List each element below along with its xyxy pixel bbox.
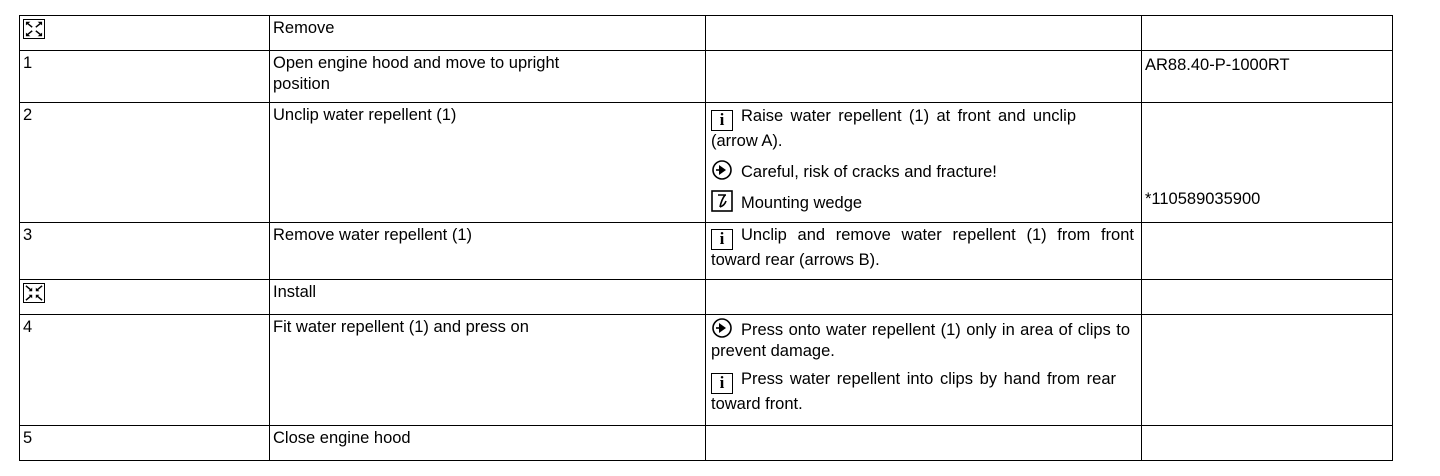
step-number-cell (20, 103, 270, 223)
step-action-cell (270, 223, 706, 280)
note-text: Raise water repellent (1) at front and unclip (arrow A). (711, 107, 1076, 150)
step-action-cell (270, 426, 706, 461)
notes-cell (706, 16, 1142, 51)
info-icon: i (711, 110, 733, 131)
table-row-install (20, 280, 1393, 315)
install-arrows-icon (23, 283, 45, 303)
table-row-step-4 (20, 315, 1393, 426)
notes-cell (706, 51, 1142, 103)
caution-icon (711, 159, 733, 181)
reference-cell (1142, 280, 1393, 315)
reference-cell (1142, 51, 1393, 103)
step-action: Fit water repellent (1) and press on (273, 318, 529, 336)
step-action: Open engine hood and move to upright position (273, 54, 560, 93)
table-row-step-1 (20, 51, 1393, 103)
note-info (711, 106, 1076, 152)
notes-cell (706, 223, 1142, 280)
note-info (711, 369, 1116, 415)
note-text: Press water repellent into clips by hand from rear toward front. (711, 370, 1116, 413)
note-text: Unclip and remove water repellent (1) from front toward rear (arrows B). (711, 226, 1134, 269)
notes-cell (706, 315, 1142, 426)
reference-cell (1142, 315, 1393, 426)
caution-icon (711, 317, 733, 339)
category-label-cell (270, 16, 706, 51)
tool-icon (711, 190, 733, 212)
step-action-cell (270, 103, 706, 223)
step-action: Close engine hood (273, 429, 411, 447)
category-label: Install (273, 283, 317, 301)
tool-number[interactable]: *110589035900 (1145, 190, 1261, 208)
table-row-step-3 (20, 223, 1393, 280)
step-number-cell (20, 315, 270, 426)
table-row-remove (20, 16, 1393, 51)
note-text: Press onto water repellent (1) only in area of clips to prevent damage. (711, 321, 1130, 360)
step-number-cell (20, 223, 270, 280)
step-action-cell (270, 315, 706, 426)
info-icon: i (711, 373, 733, 394)
note-caution (711, 159, 1130, 183)
reference-cell (1142, 223, 1393, 280)
step-number: 1 (23, 54, 33, 72)
note-text: Careful, risk of cracks and fracture! (741, 163, 997, 181)
document-reference-link[interactable]: AR88.40-P-1000RT (1145, 56, 1290, 74)
reference-cell (1142, 16, 1393, 51)
step-number: 5 (23, 429, 33, 447)
note-text: Mounting wedge (741, 194, 863, 212)
note-caution (711, 317, 1130, 362)
notes-cell (706, 103, 1142, 223)
step-action: Remove water repellent (1) (273, 226, 472, 244)
step-action: Unclip water repellent (1) (273, 106, 457, 124)
step-number: 2 (23, 106, 33, 124)
step-action-cell (270, 51, 706, 103)
notes-cell (706, 426, 1142, 461)
category-label: Remove (273, 19, 335, 37)
procedure-table (19, 15, 1393, 461)
step-number: 3 (23, 226, 33, 244)
table-row-step-5 (20, 426, 1393, 461)
step-number-cell (20, 426, 270, 461)
category-icon-cell (20, 16, 270, 51)
category-label-cell (270, 280, 706, 315)
note-tool (711, 190, 1130, 214)
step-number: 4 (23, 318, 33, 336)
note-info (711, 225, 1134, 271)
remove-arrows-icon (23, 19, 45, 39)
category-icon-cell (20, 280, 270, 315)
info-icon: i (711, 229, 733, 250)
reference-cell (1142, 426, 1393, 461)
notes-cell (706, 280, 1142, 315)
reference-cell (1142, 103, 1393, 223)
table-row-step-2 (20, 103, 1393, 223)
step-number-cell (20, 51, 270, 103)
